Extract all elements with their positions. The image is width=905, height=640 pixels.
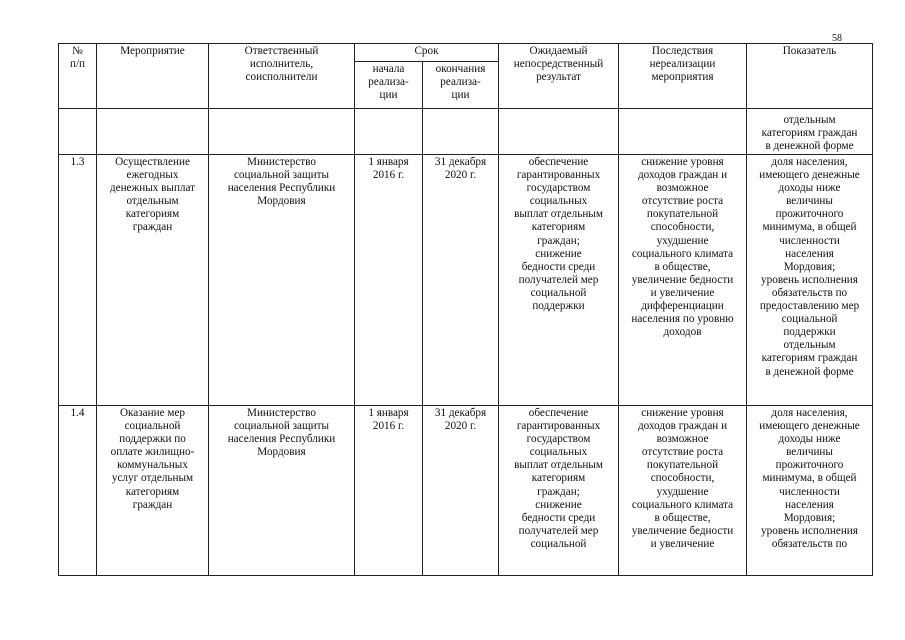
header-num: № п/п	[59, 44, 97, 109]
continuation-empty-cell	[423, 109, 499, 155]
row-number: 1.3	[59, 155, 97, 406]
continuation-empty-cell	[355, 109, 423, 155]
header-term-end: окончания реализа- ции	[423, 62, 499, 109]
row-indicator: доля населения, имеющего денежные доходы ниже величины прожиточного минимума, в общей численности населения Мордовия; уровень исполнения обязательств по	[747, 406, 873, 576]
header-term: Срок	[355, 44, 499, 62]
row-consequences: снижение уровня доходов граждан и возможное отсутствие роста покупательной способности, ухудшение социального климата в обществе, увеличение бедности и увеличение дифференциации населения по уровню доходов	[619, 155, 747, 406]
header-indicator: Показатель	[747, 44, 873, 109]
header-activity: Мероприятие	[97, 44, 209, 109]
table-row	[59, 406, 873, 576]
row-consequences: снижение уровня доходов граждан и возможное отсутствие роста покупательной способности, ухудшение социального климата в обществе, увеличение бедности и увеличение	[619, 406, 747, 576]
header-consequences: Последствия нереализации мероприятия	[619, 44, 747, 109]
continuation-row	[59, 109, 873, 155]
row-end-date: 31 декабря 2020 г.	[423, 406, 499, 576]
row-expected-result: обеспечение гарантированных государством социальных выплат отдельным категориям граждан; снижение бедности среди получателей мер социальной	[499, 406, 619, 576]
table-row	[59, 155, 873, 406]
row-responsible: Министерство социальной защиты населения Республики Мордовия	[209, 406, 355, 576]
continuation-empty-cell	[499, 109, 619, 155]
row-end-date: 31 декабря 2020 г.	[423, 155, 499, 406]
row-start-date: 1 января 2016 г.	[355, 155, 423, 406]
header-term-start: начала реализа- ции	[355, 62, 423, 109]
continuation-empty-cell	[97, 109, 209, 155]
row-start-date: 1 января 2016 г.	[355, 406, 423, 576]
continuation-empty-cell	[209, 109, 355, 155]
row-number: 1.4	[59, 406, 97, 576]
row-expected-result: обеспечение гарантированных государством социальных выплат отдельным категориям граждан; снижение бедности среди получателей мер социальной поддержки	[499, 155, 619, 406]
header-responsible: Ответственный исполнитель, соисполнители	[209, 44, 355, 109]
row-activity: Оказание мер социальной поддержки по оплате жилищно- коммунальных услуг отдельным категориям граждан	[97, 406, 209, 576]
header-row	[59, 44, 873, 62]
page-number: 58	[832, 33, 842, 44]
row-indicator: доля населения, имеющего денежные доходы ниже величины прожиточного минимума, в общей численности населения Мордовия; уровень исполнения обязательств по предоставлению мер социальной поддержки отдельным категориям граждан в денежной форме	[747, 155, 873, 406]
row-activity: Осуществление ежегодных денежных выплат отдельным категориям граждан	[97, 155, 209, 406]
header-expected-result: Ожидаемый непосредственный результат	[499, 44, 619, 109]
continuation-empty-cell	[619, 109, 747, 155]
activities-table	[58, 43, 873, 576]
continuation-indicator: отдельным категориям граждан в денежной форме	[747, 109, 873, 155]
row-responsible: Министерство социальной защиты населения Республики Мордовия	[209, 155, 355, 406]
continuation-empty-cell	[59, 109, 97, 155]
